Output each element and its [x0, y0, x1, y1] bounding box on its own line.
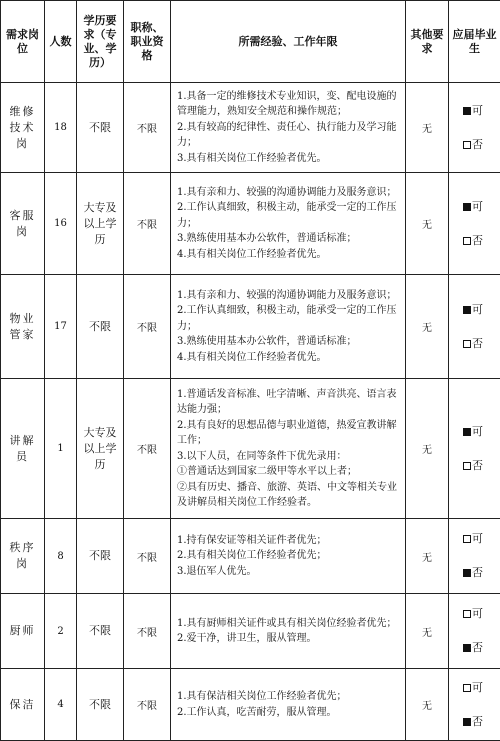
- unchecked-box-icon[interactable]: [463, 340, 471, 348]
- header-title: 职称、职业资格: [124, 1, 171, 83]
- table-row: [1, 275, 500, 379]
- requirement-line: 2.具有相关岗位工作经验者优先；: [177, 548, 402, 564]
- checked-box-icon[interactable]: [463, 569, 471, 577]
- table-body: [1, 83, 500, 741]
- option-label: 否: [472, 715, 483, 728]
- experience-requirements: [171, 519, 406, 594]
- fresh-grad-option-no[interactable]: [463, 459, 497, 473]
- headcount: 2: [45, 594, 77, 669]
- fresh-grad-option-no[interactable]: [463, 234, 497, 248]
- post-name: 秩序岗: [1, 519, 45, 594]
- education-requirement: 大专及以上学历: [77, 379, 124, 519]
- other-requirements: 无: [406, 669, 449, 741]
- requirement-line: 1.持有保安证等相关证件者优先；: [177, 533, 402, 549]
- requirement-line: 3.退伍军人优先。: [177, 564, 402, 580]
- requirement-line: 2.爱干净，讲卫生，服从管理。: [177, 631, 402, 647]
- header-education: 学历要求（专业、学历）: [77, 1, 124, 83]
- requirement-line: 2.具有良好的思想品德与职业道德，热爱宣教讲解工作；: [177, 418, 402, 449]
- fresh-grad-option-yes[interactable]: [463, 104, 497, 118]
- fresh-grad-options: [449, 669, 500, 741]
- experience-requirements: [171, 83, 406, 173]
- option-label: 可: [472, 425, 483, 438]
- checked-box-icon[interactable]: [463, 644, 471, 652]
- fresh-grad-option-yes[interactable]: [463, 681, 497, 695]
- header-post: 需求岗位: [1, 1, 45, 83]
- option-label: 否: [472, 234, 483, 247]
- post-name: 讲解员: [1, 379, 45, 519]
- headcount: 4: [45, 669, 77, 741]
- requirement-line: 3.熟练使用基本办公软件，普通话标准；: [177, 231, 402, 247]
- fresh-grad-option-no[interactable]: [463, 566, 497, 580]
- requirement-line: 1.普通话发音标准、吐字清晰、声音洪亮、语言表达能力强；: [177, 387, 402, 418]
- post-name: 维修技术岗: [1, 83, 45, 173]
- qualification-requirement: 不限: [124, 275, 171, 379]
- headcount: 17: [45, 275, 77, 379]
- requirement-line: 1.具有厨师相关证件或具有相关岗位经验者优先；: [177, 616, 402, 632]
- checked-box-icon[interactable]: [463, 107, 471, 115]
- header-row: [1, 1, 500, 83]
- fresh-grad-options: [449, 173, 500, 275]
- headcount: 1: [45, 379, 77, 519]
- table-row: [1, 519, 500, 594]
- other-requirements: 无: [406, 594, 449, 669]
- table-row: [1, 83, 500, 173]
- option-label: 否: [472, 459, 483, 472]
- education-requirement: 不限: [77, 519, 124, 594]
- fresh-grad-options: [449, 594, 500, 669]
- requirement-line: 1.具有亲和力、较强的沟通协调能力及服务意识；: [177, 185, 402, 201]
- table-row: [1, 669, 500, 741]
- unchecked-box-icon[interactable]: [463, 610, 471, 618]
- option-label: 可: [472, 607, 483, 620]
- fresh-grad-option-yes[interactable]: [463, 607, 497, 621]
- table-row: [1, 379, 500, 519]
- requirement-line: 4.具有相关岗位工作经验者优先。: [177, 247, 402, 263]
- requirement-line: 3.具有相关岗位工作经验者优先。: [177, 151, 402, 167]
- qualification-requirement: 不限: [124, 379, 171, 519]
- education-requirement: 大专及以上学历: [77, 173, 124, 275]
- option-label: 可: [472, 532, 483, 545]
- header-experience: 所需经验、工作年限: [171, 1, 406, 83]
- checked-box-icon[interactable]: [463, 306, 471, 314]
- option-label: 可: [472, 200, 483, 213]
- requirement-line: 2.工作认真细致，积极主动，能承受一定的工作压力；: [177, 200, 402, 231]
- unchecked-box-icon[interactable]: [463, 462, 471, 470]
- qualification-requirement: 不限: [124, 519, 171, 594]
- fresh-grad-option-no[interactable]: [463, 715, 497, 729]
- fresh-grad-option-no[interactable]: [463, 641, 497, 655]
- table-row: [1, 173, 500, 275]
- fresh-grad-options: [449, 83, 500, 173]
- fresh-grad-options: [449, 519, 500, 594]
- post-name: 厨师: [1, 594, 45, 669]
- education-requirement: 不限: [77, 594, 124, 669]
- fresh-grad-option-yes[interactable]: [463, 303, 497, 317]
- requirement-line: 1.具有亲和力、较强的沟通协调能力及服务意识；: [177, 288, 402, 304]
- requirement-line: ②具有历史、播音、旅游、英语、中文等相关专业及讲解员相关岗位工作经验者。: [177, 480, 402, 511]
- unchecked-box-icon[interactable]: [463, 141, 471, 149]
- requirement-line: ①普通话达到国家二级甲等水平以上者；: [177, 464, 402, 480]
- fresh-grad-option-no[interactable]: [463, 337, 497, 351]
- option-label: 可: [472, 104, 483, 117]
- experience-requirements: [171, 669, 406, 741]
- headcount: 18: [45, 83, 77, 173]
- option-label: 否: [472, 566, 483, 579]
- fresh-grad-option-yes[interactable]: [463, 200, 497, 214]
- header-count: 人数: [45, 1, 77, 83]
- requirement-line: 3.熟练使用基本办公软件，普通话标准；: [177, 334, 402, 350]
- option-label: 否: [472, 138, 483, 151]
- other-requirements: 无: [406, 379, 449, 519]
- education-requirement: 不限: [77, 275, 124, 379]
- other-requirements: 无: [406, 83, 449, 173]
- fresh-grad-options: [449, 275, 500, 379]
- headcount: 16: [45, 173, 77, 275]
- education-requirement: 不限: [77, 669, 124, 741]
- post-name: 保洁: [1, 669, 45, 741]
- requirement-line: 4.具有相关岗位工作经验者优先。: [177, 350, 402, 366]
- unchecked-box-icon[interactable]: [463, 535, 471, 543]
- other-requirements: 无: [406, 519, 449, 594]
- qualification-requirement: 不限: [124, 83, 171, 173]
- unchecked-box-icon[interactable]: [463, 237, 471, 245]
- fresh-grad-options: [449, 379, 500, 519]
- unchecked-box-icon[interactable]: [463, 684, 471, 692]
- requirement-line: 3.以下人员，在同等条件下优先录用：: [177, 449, 402, 465]
- experience-requirements: [171, 173, 406, 275]
- requirement-line: 2.工作认真细致，积极主动，能承受一定的工作压力；: [177, 303, 402, 334]
- experience-requirements: [171, 594, 406, 669]
- post-name: 物业管家: [1, 275, 45, 379]
- option-label: 否: [472, 337, 483, 350]
- checked-box-icon[interactable]: [463, 203, 471, 211]
- option-label: 可: [472, 303, 483, 316]
- fresh-grad-option-yes[interactable]: [463, 532, 497, 546]
- qualification-requirement: 不限: [124, 669, 171, 741]
- other-requirements: 无: [406, 173, 449, 275]
- header-other: 其他要求: [406, 1, 449, 83]
- table-row: [1, 594, 500, 669]
- checked-box-icon[interactable]: [463, 428, 471, 436]
- option-label: 可: [472, 681, 483, 694]
- post-name: 客服岗: [1, 173, 45, 275]
- education-requirement: 不限: [77, 83, 124, 173]
- requirement-line: 2.工作认真，吃苦耐劳，服从管理。: [177, 705, 402, 721]
- checked-box-icon[interactable]: [463, 718, 471, 726]
- option-label: 否: [472, 641, 483, 654]
- requirement-line: 1.具有保洁相关岗位工作经验者优先；: [177, 689, 402, 705]
- qualification-requirement: 不限: [124, 173, 171, 275]
- headcount: 8: [45, 519, 77, 594]
- fresh-grad-option-yes[interactable]: [463, 425, 497, 439]
- requirement-line: 1.具备一定的维修技术专业知识，变、配电设施的管理能力，熟知安全规范和操作规范；: [177, 89, 402, 120]
- other-requirements: 无: [406, 275, 449, 379]
- experience-requirements: [171, 275, 406, 379]
- header-fresh-grad: 应届毕业生: [449, 1, 500, 83]
- fresh-grad-option-no[interactable]: [463, 138, 497, 152]
- requirement-line: 2.具有较高的纪律性、责任心、执行能力及学习能力；: [177, 120, 402, 151]
- qualification-requirement: 不限: [124, 594, 171, 669]
- experience-requirements: [171, 379, 406, 519]
